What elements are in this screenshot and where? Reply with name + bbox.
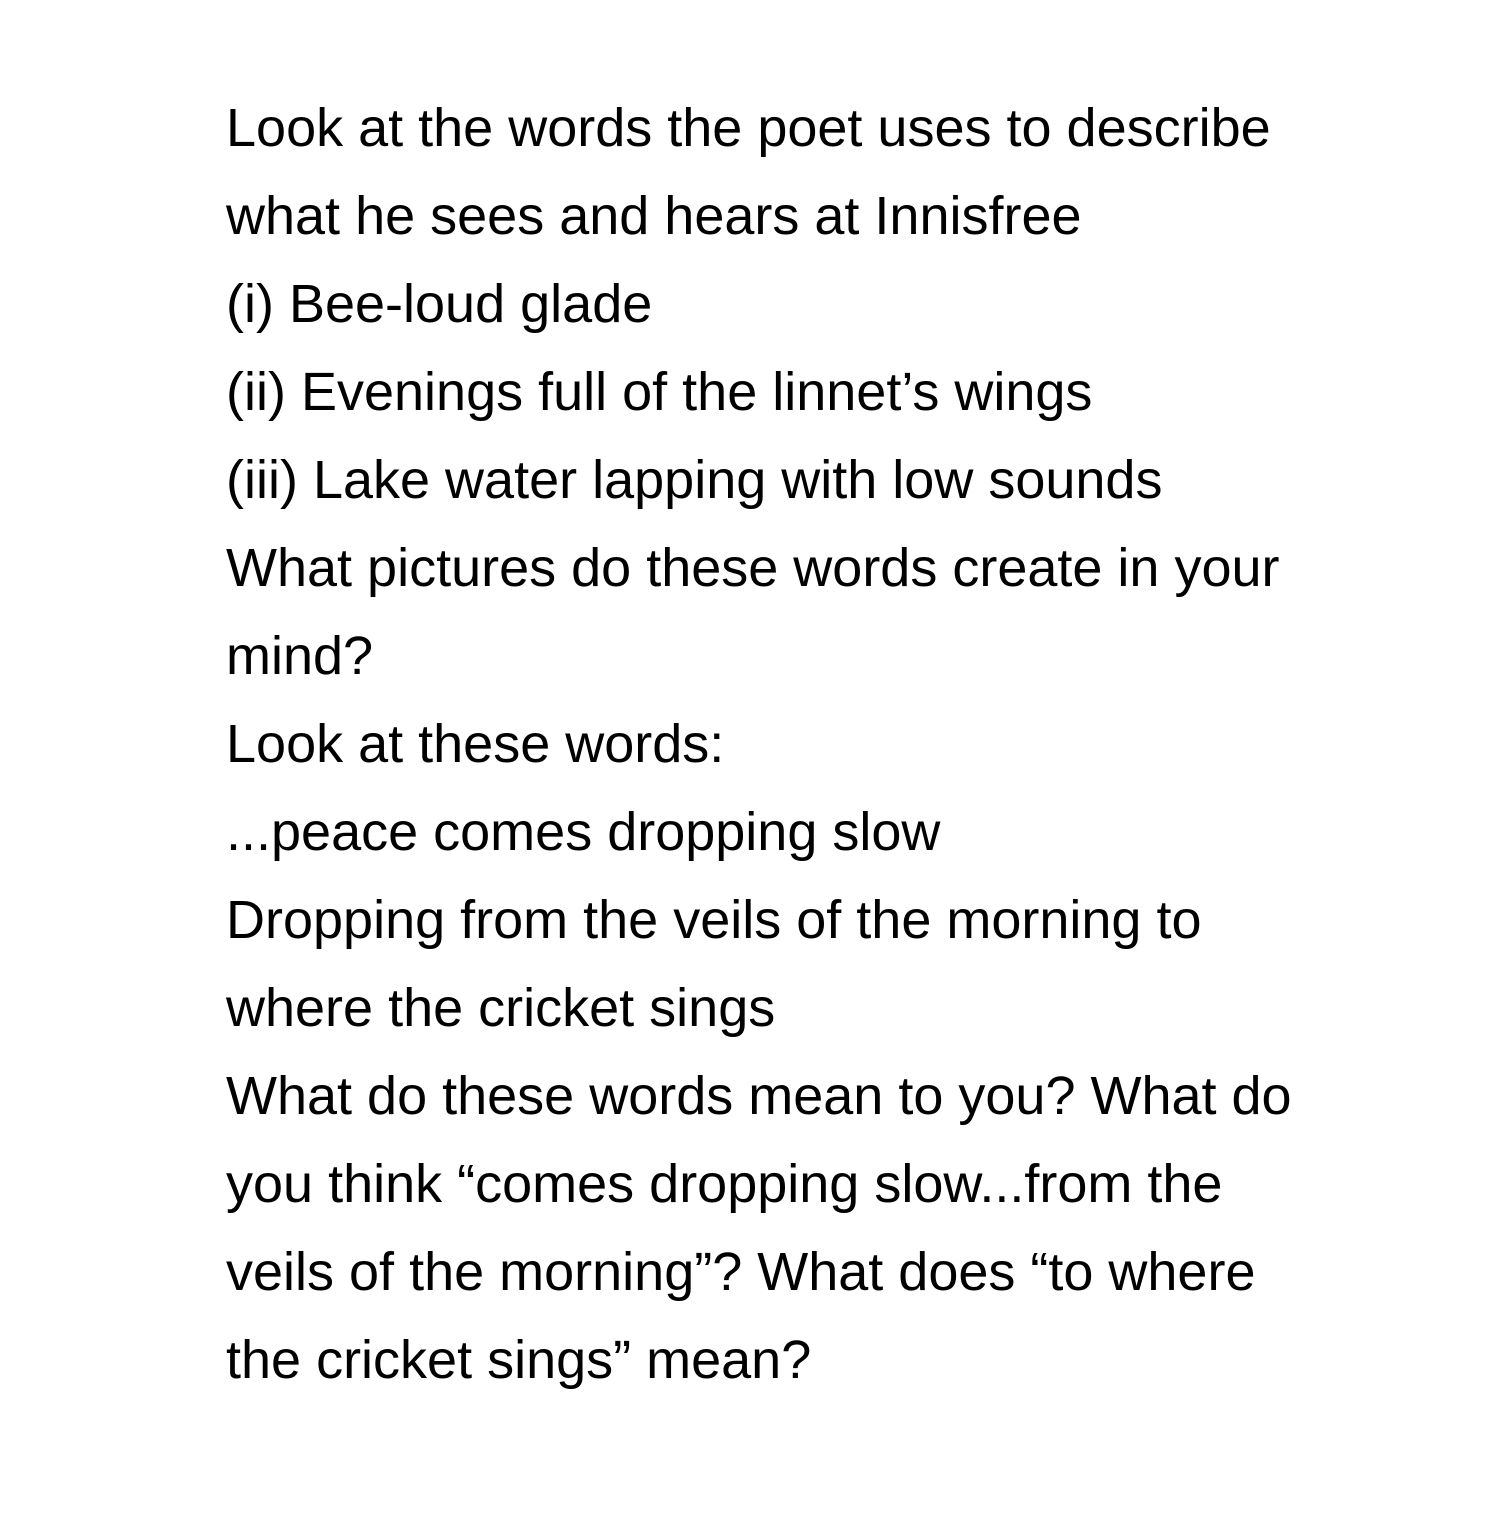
question-line-1: Look at the words the poet uses to describe bbox=[226, 98, 1271, 158]
question-line-13: you think “comes dropping slow...from the bbox=[226, 1154, 1223, 1214]
question-line-14: veils of the morning”? What does “to where bbox=[226, 1242, 1256, 1302]
list-item-lake-water: (iii) Lake water lapping with low sounds bbox=[226, 450, 1163, 510]
question-line-2: what he sees and hears at Innisfree bbox=[226, 186, 1082, 246]
quote-line-1: ...peace comes dropping slow bbox=[226, 802, 941, 862]
question-text-block bbox=[226, 84, 1416, 1404]
question-line-7: mind? bbox=[226, 626, 374, 686]
question-line-8: Look at these words: bbox=[226, 714, 725, 774]
list-item-linnets-wings: (ii) Evenings full of the linnet’s wings bbox=[226, 362, 1093, 422]
question-line-6: What pictures do these words create in your bbox=[226, 538, 1280, 598]
quote-line-2: Dropping from the veils of the morning to bbox=[226, 890, 1202, 950]
quote-line-3: where the cricket sings bbox=[226, 978, 776, 1038]
list-item-bee-loud-glade: (i) Bee-loud glade bbox=[226, 274, 653, 334]
question-line-12: What do these words mean to you? What do bbox=[226, 1066, 1292, 1126]
question-line-15: the cricket sings” mean? bbox=[226, 1330, 812, 1390]
